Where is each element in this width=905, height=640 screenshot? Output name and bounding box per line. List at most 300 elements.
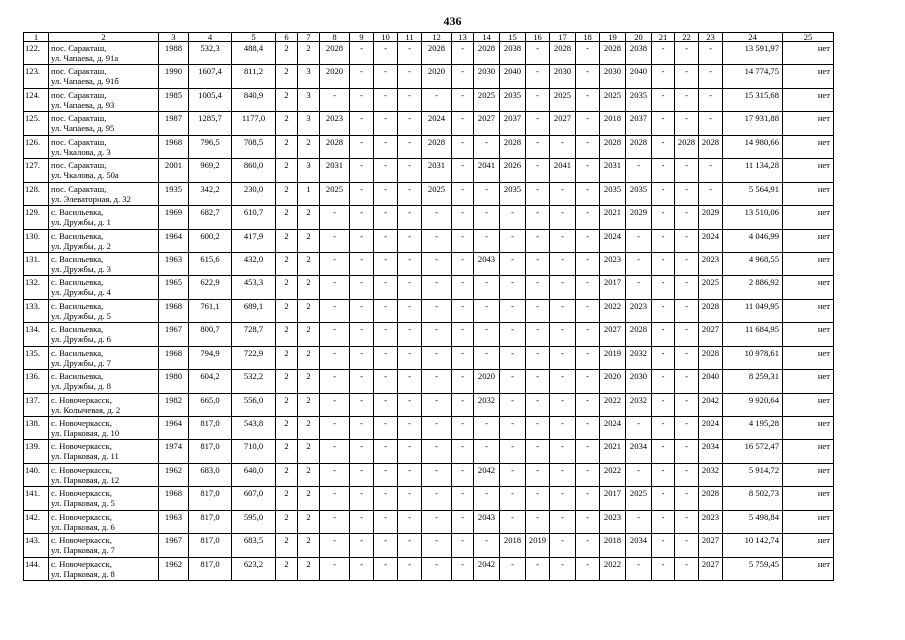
table-cell: 1987 (159, 112, 189, 135)
table-cell: нет (783, 88, 834, 111)
table-cell: - (452, 42, 474, 65)
table-cell: 2034 (626, 440, 652, 463)
table-cell: 2024 (600, 229, 626, 252)
address-cell (49, 206, 159, 229)
table-cell: 2027 (699, 557, 723, 580)
table-cell: 2028 (500, 135, 526, 158)
table-cell: 2028 (600, 135, 626, 158)
table-cell: 2022 (600, 393, 626, 416)
table-cell: - (675, 42, 699, 65)
table-cell: 2 (298, 42, 320, 65)
table-cell: - (500, 346, 526, 369)
table-cell: 817,0 (189, 510, 232, 533)
row-number: 135. (24, 346, 49, 369)
table-cell: 2 (276, 206, 298, 229)
table-row (24, 299, 834, 322)
table-cell: - (675, 346, 699, 369)
table-cell: 761,1 (189, 299, 232, 322)
address-street: ул. Дружбы, д. 2 (51, 240, 111, 251)
table-cell: - (374, 417, 398, 440)
table-cell: 2025 (474, 88, 500, 111)
table-cell: 2028 (422, 42, 452, 65)
table-cell: - (422, 206, 452, 229)
table-cell: 2 (276, 42, 298, 65)
table-cell: - (526, 112, 550, 135)
table-cell: нет (783, 323, 834, 346)
table-cell: - (550, 557, 576, 580)
table-cell: 2 (298, 487, 320, 510)
table-cell: нет (783, 534, 834, 557)
table-cell: - (422, 557, 452, 580)
table-cell: - (576, 370, 600, 393)
table-cell: - (474, 487, 500, 510)
table-cell: - (550, 229, 576, 252)
address-cell (49, 557, 159, 580)
table-cell: - (422, 393, 452, 416)
table-cell: - (422, 463, 452, 486)
table-cell: - (452, 346, 474, 369)
table-cell: 1962 (159, 557, 189, 580)
address-street: ул. Дружбы, д. 8 (51, 381, 111, 392)
table-cell: 1964 (159, 417, 189, 440)
table-cell: 2032 (626, 393, 652, 416)
table-cell: - (526, 346, 550, 369)
address-cell (49, 252, 159, 275)
table-cell: - (350, 557, 374, 580)
address-cell (49, 65, 159, 88)
table-cell: - (374, 370, 398, 393)
table-cell: 794,9 (189, 346, 232, 369)
table-cell: 2026 (500, 159, 526, 182)
table-cell: - (500, 487, 526, 510)
table-cell: - (652, 557, 675, 580)
table-cell: - (452, 159, 474, 182)
table-cell: - (500, 276, 526, 299)
table-row (24, 346, 834, 369)
table-cell: 2024 (600, 417, 626, 440)
table-cell: - (675, 487, 699, 510)
address-cell (49, 440, 159, 463)
table-cell: - (626, 159, 652, 182)
table-cell: нет (783, 557, 834, 580)
column-header: 9 (350, 33, 374, 42)
table-cell: - (398, 557, 422, 580)
table-cell: - (398, 487, 422, 510)
table-cell: - (374, 487, 398, 510)
table-cell: 2035 (500, 88, 526, 111)
table-cell: 2028 (550, 42, 576, 65)
table-cell: - (350, 135, 374, 158)
table-cell: 2021 (600, 440, 626, 463)
table-cell: - (452, 370, 474, 393)
table-cell: 2023 (626, 299, 652, 322)
table-cell: 1968 (159, 487, 189, 510)
table-cell: 2022 (600, 463, 626, 486)
table-cell: - (452, 557, 474, 580)
table-cell: - (350, 182, 374, 205)
table-cell: 2020 (600, 370, 626, 393)
table-cell: - (652, 135, 675, 158)
table-cell: нет (783, 346, 834, 369)
table-cell: 2 (276, 440, 298, 463)
table-cell: - (652, 206, 675, 229)
column-header: 6 (276, 33, 298, 42)
address-street: ул. Чкалова, д. 3 (51, 146, 111, 157)
table-cell: 800,7 (189, 323, 232, 346)
table-cell: - (550, 440, 576, 463)
address-street: ул. Парковая, д. 11 (51, 451, 119, 462)
table-cell: - (398, 112, 422, 135)
table-cell: 2 (298, 393, 320, 416)
address-street: ул. Дружбы, д. 5 (51, 310, 111, 321)
table-cell: 2019 (600, 346, 626, 369)
address-street: ул. Колычевая, д. 2 (51, 404, 121, 415)
table-cell: 2017 (600, 276, 626, 299)
table-cell: - (500, 463, 526, 486)
table-cell: - (374, 88, 398, 111)
row-number: 133. (24, 299, 49, 322)
table-cell: - (350, 42, 374, 65)
table-cell: - (576, 159, 600, 182)
table-cell: - (320, 557, 350, 580)
table-cell: нет (783, 65, 834, 88)
column-header: 1 (24, 33, 49, 42)
table-cell: - (398, 135, 422, 158)
column-header: 4 (189, 33, 232, 42)
table-row (24, 159, 834, 182)
table-cell: - (576, 510, 600, 533)
address-street: ул. Парковая, д. 5 (51, 498, 115, 509)
table-cell: 532,3 (189, 42, 232, 65)
table-cell: 2 (276, 370, 298, 393)
table-cell: - (526, 159, 550, 182)
table-cell: - (576, 557, 600, 580)
column-header: 19 (600, 33, 626, 42)
address-locality: пос. Саракташ, (51, 66, 107, 77)
table-cell: - (422, 440, 452, 463)
column-header: 25 (783, 33, 834, 42)
table-row (24, 135, 834, 158)
table-cell: - (675, 299, 699, 322)
table-cell: 607,0 (232, 487, 276, 510)
table-cell: - (350, 393, 374, 416)
table-cell: - (652, 88, 675, 111)
row-number: 137. (24, 393, 49, 416)
table-cell: - (576, 182, 600, 205)
table-cell: - (652, 42, 675, 65)
table-cell: - (452, 112, 474, 135)
table-cell: 2031 (422, 159, 452, 182)
row-number: 128. (24, 182, 49, 205)
address-street: ул. Дружбы, д. 3 (51, 263, 111, 274)
column-header: 17 (550, 33, 576, 42)
address-street: ул. Дружбы, д. 6 (51, 334, 111, 345)
table-cell: 2027 (699, 323, 723, 346)
table-cell: 2032 (474, 393, 500, 416)
table-cell: - (320, 206, 350, 229)
table-cell: - (474, 323, 500, 346)
table-cell: нет (783, 463, 834, 486)
row-number: 127. (24, 159, 49, 182)
table-cell: - (675, 510, 699, 533)
row-number: 129. (24, 206, 49, 229)
table-cell: - (452, 135, 474, 158)
row-number: 126. (24, 135, 49, 158)
table-cell: - (652, 159, 675, 182)
address-street: ул. Чапаева, д. 93 (51, 99, 115, 110)
row-number: 141. (24, 487, 49, 510)
table-cell: - (452, 88, 474, 111)
table-cell: 2023 (600, 252, 626, 275)
address-cell (49, 346, 159, 369)
table-cell: - (350, 88, 374, 111)
table-cell: нет (783, 393, 834, 416)
table-cell: 1968 (159, 135, 189, 158)
table-cell: 2042 (474, 557, 500, 580)
table-cell: 2043 (474, 252, 500, 275)
table-cell: - (699, 159, 723, 182)
table-cell: нет (783, 229, 834, 252)
table-cell: - (626, 417, 652, 440)
column-header: 2 (49, 33, 159, 42)
table-cell: - (320, 346, 350, 369)
table-cell: 1969 (159, 206, 189, 229)
table-cell: 11 684,95 (723, 323, 783, 346)
table-cell: - (422, 346, 452, 369)
table-cell: 15 315,68 (723, 88, 783, 111)
table-cell: - (398, 88, 422, 111)
table-cell: 2035 (626, 88, 652, 111)
address-locality: с. Новочеркасск, (51, 464, 112, 475)
table-cell: 817,0 (189, 417, 232, 440)
table-cell: 2028 (699, 135, 723, 158)
table-cell: - (576, 88, 600, 111)
address-street: ул. Парковая, д. 10 (51, 428, 120, 438)
table-cell: - (452, 276, 474, 299)
table-cell: нет (783, 510, 834, 533)
table-cell: - (398, 370, 422, 393)
row-number: 142. (24, 510, 49, 533)
table-cell: 2 (298, 323, 320, 346)
table-cell: - (422, 299, 452, 322)
table-cell: нет (783, 112, 834, 135)
column-header: 16 (526, 33, 550, 42)
table-cell: - (452, 510, 474, 533)
table-cell: 2 (298, 229, 320, 252)
table-cell: 2028 (699, 299, 723, 322)
table-cell: - (576, 323, 600, 346)
table-cell: 2 (298, 440, 320, 463)
table-cell: 2023 (320, 112, 350, 135)
table-cell: - (350, 534, 374, 557)
table-cell: нет (783, 487, 834, 510)
table-cell: - (652, 323, 675, 346)
table-row (24, 370, 834, 393)
address-locality: с. Новочеркасск, (51, 394, 112, 405)
table-cell: 2028 (626, 135, 652, 158)
table-cell: нет (783, 159, 834, 182)
table-row (24, 557, 834, 580)
table-cell: - (452, 323, 474, 346)
table-cell: - (675, 534, 699, 557)
table-cell: - (320, 510, 350, 533)
address-cell (49, 112, 159, 135)
table-cell: 2023 (699, 252, 723, 275)
table-cell: 2021 (600, 206, 626, 229)
table-cell: 2035 (626, 182, 652, 205)
table-cell: - (422, 487, 452, 510)
table-cell: 2042 (474, 463, 500, 486)
table-cell: - (474, 135, 500, 158)
table-cell: - (422, 534, 452, 557)
table-cell: - (374, 229, 398, 252)
table-cell: - (699, 112, 723, 135)
table-cell: 1965 (159, 276, 189, 299)
table-cell: - (350, 510, 374, 533)
column-header: 20 (626, 33, 652, 42)
address-street: ул. Чапаева, д. 95 (51, 123, 115, 134)
table-cell: 2029 (699, 206, 723, 229)
table-cell: - (526, 42, 550, 65)
address-cell (49, 182, 159, 205)
table-cell: - (550, 323, 576, 346)
table-cell: 2 (276, 417, 298, 440)
table-cell: 2 (298, 370, 320, 393)
table-cell: 2042 (699, 393, 723, 416)
table-cell: - (452, 206, 474, 229)
table-cell: - (320, 487, 350, 510)
table-cell: 2 (298, 557, 320, 580)
column-header: 8 (320, 33, 350, 42)
table-cell: - (452, 182, 474, 205)
table-cell: 2041 (474, 159, 500, 182)
table-cell: - (626, 252, 652, 275)
table-cell: - (398, 346, 422, 369)
table-cell: 2 (276, 229, 298, 252)
table-cell: 2020 (422, 65, 452, 88)
table-cell: - (550, 346, 576, 369)
address-cell (49, 42, 159, 65)
table-cell: 2025 (422, 182, 452, 205)
table-cell: 2018 (500, 534, 526, 557)
table-cell: 14 774,75 (723, 65, 783, 88)
table-cell: 543,8 (232, 417, 276, 440)
table-cell: - (452, 440, 474, 463)
table-cell: 2030 (600, 65, 626, 88)
table-cell: 2040 (699, 370, 723, 393)
table-cell: - (652, 182, 675, 205)
address-cell (49, 229, 159, 252)
table-cell: - (626, 229, 652, 252)
table-cell: - (526, 182, 550, 205)
table-cell: - (350, 276, 374, 299)
table-cell: - (526, 393, 550, 416)
table-cell: - (398, 417, 422, 440)
table-cell: - (526, 206, 550, 229)
table-cell: - (652, 534, 675, 557)
table-cell: - (398, 159, 422, 182)
table-row (24, 229, 834, 252)
table-cell: 2027 (600, 323, 626, 346)
table-cell: 2 (298, 534, 320, 557)
table-cell: - (675, 252, 699, 275)
table-cell: - (576, 393, 600, 416)
table-cell: 2032 (626, 346, 652, 369)
table-cell: 2029 (626, 206, 652, 229)
row-number: 125. (24, 112, 49, 135)
table-cell: - (474, 417, 500, 440)
table-cell: 2020 (474, 370, 500, 393)
table-cell: 8 502,73 (723, 487, 783, 510)
table-cell: - (675, 463, 699, 486)
table-cell: нет (783, 206, 834, 229)
table-cell: - (320, 252, 350, 275)
table-cell: - (675, 323, 699, 346)
table-cell: - (652, 370, 675, 393)
table-cell: - (350, 112, 374, 135)
table-cell: 1988 (159, 42, 189, 65)
table-cell: - (452, 65, 474, 88)
table-cell: 817,0 (189, 440, 232, 463)
table-cell: 2 (298, 463, 320, 486)
table-cell: - (374, 557, 398, 580)
table-row (24, 42, 834, 65)
table-cell: 2024 (699, 229, 723, 252)
table-cell: 2 (276, 323, 298, 346)
row-number: 124. (24, 88, 49, 111)
table-row (24, 88, 834, 111)
table-cell: - (398, 323, 422, 346)
address-locality: с. Васильевка, (51, 324, 104, 335)
table-cell: 1 (298, 182, 320, 205)
table-cell: - (320, 299, 350, 322)
table-cell: 2031 (600, 159, 626, 182)
table-cell: - (699, 42, 723, 65)
table-body (24, 42, 834, 581)
table-cell: - (398, 206, 422, 229)
table-cell: - (500, 440, 526, 463)
table-row (24, 112, 834, 135)
table-cell: 2 (298, 206, 320, 229)
table-cell: 2 (276, 88, 298, 111)
address-locality: с. Васильевка, (51, 347, 104, 358)
table-cell: - (350, 323, 374, 346)
table-cell: - (526, 229, 550, 252)
table-cell: - (350, 440, 374, 463)
table-cell: 2028 (699, 346, 723, 369)
row-number: 132. (24, 276, 49, 299)
table-cell: - (626, 463, 652, 486)
table-cell: - (374, 534, 398, 557)
table-cell: 2 886,92 (723, 276, 783, 299)
table-cell: 5 498,84 (723, 510, 783, 533)
table-cell: 2025 (600, 88, 626, 111)
table-cell: - (452, 252, 474, 275)
address-locality: с. Новочеркасск, (51, 418, 112, 428)
table-cell: - (576, 65, 600, 88)
table-cell: - (675, 229, 699, 252)
table-cell: - (374, 159, 398, 182)
table-cell: - (526, 135, 550, 158)
address-street: ул. Чапаева, д. 91б (51, 76, 119, 87)
table-cell: 14 980,66 (723, 135, 783, 158)
table-cell: - (422, 276, 452, 299)
table-row (24, 393, 834, 416)
column-header: 15 (500, 33, 526, 42)
row-number: 144. (24, 557, 49, 580)
table-cell: - (422, 252, 452, 275)
table-cell: - (422, 417, 452, 440)
